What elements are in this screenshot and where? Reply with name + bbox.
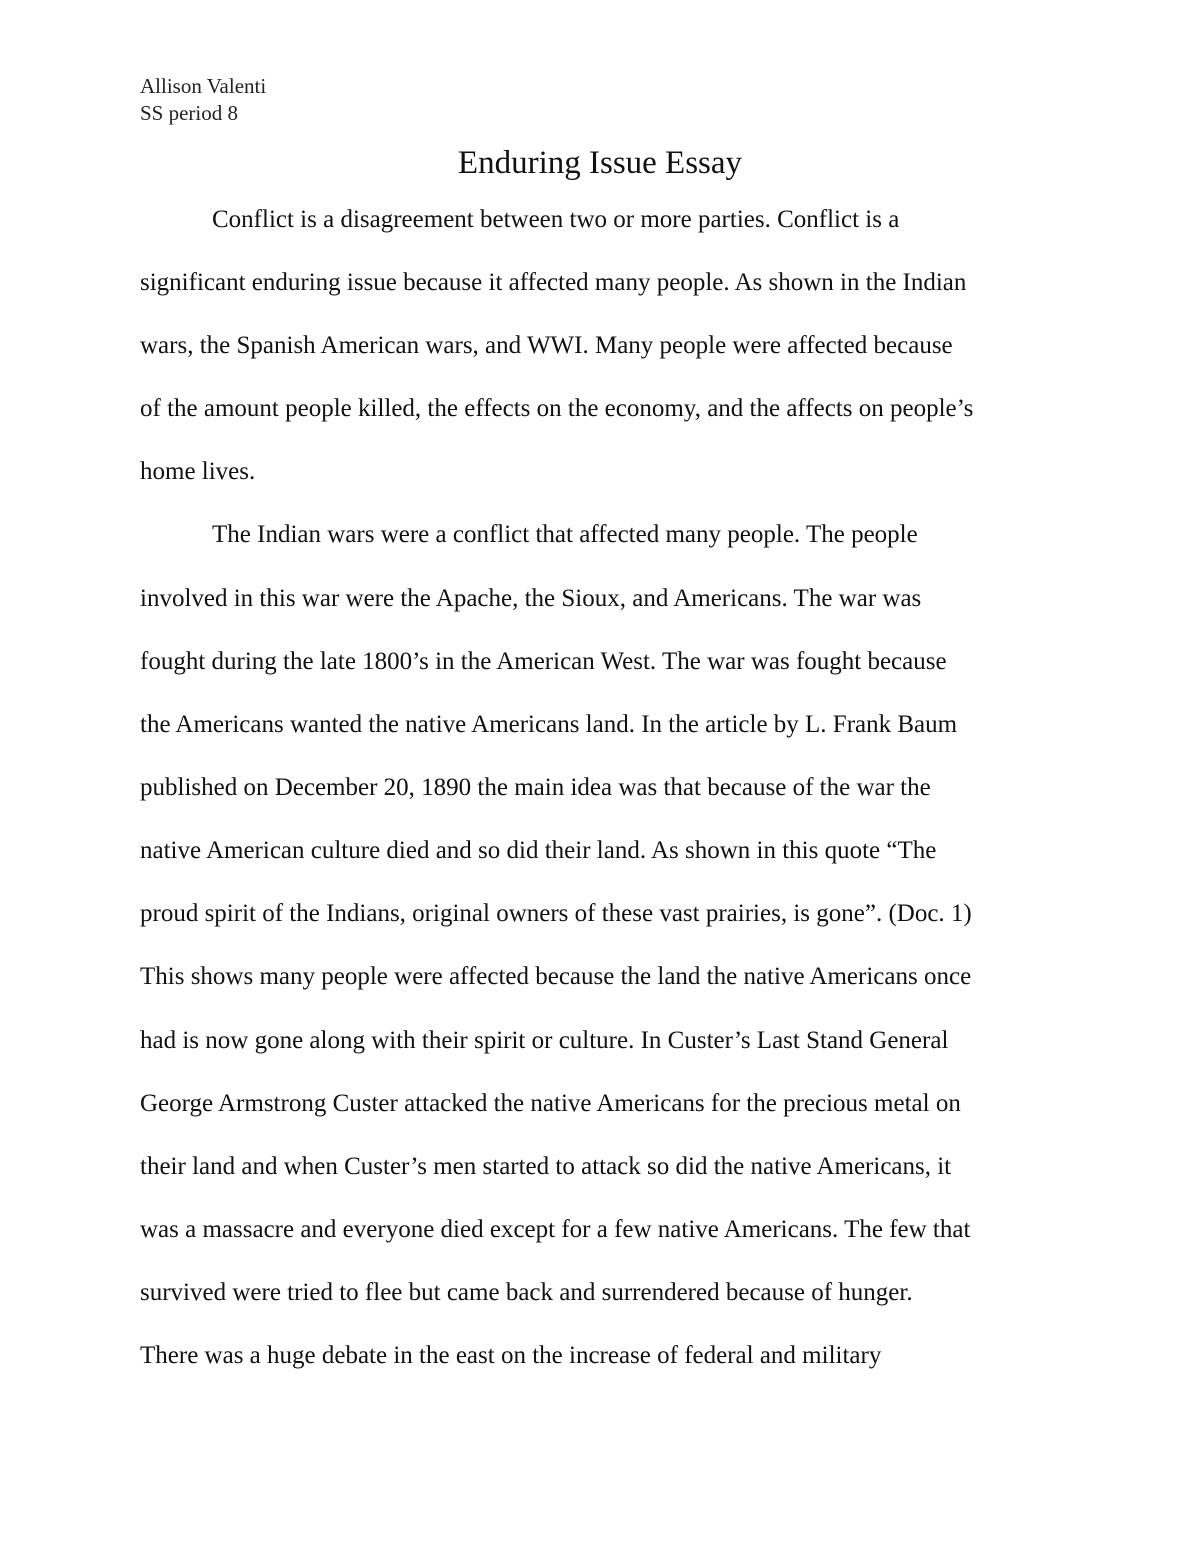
paragraph-2-line: George Armstrong Custer attacked the native Americans for the precious metal on	[140, 1090, 961, 1117]
class-period: SS period 8	[140, 101, 239, 125]
paragraph-2-line: published on December 20, 1890 the main idea was that because of the war the	[140, 774, 931, 801]
paragraph-1-line: significant enduring issue because it affected many people. As shown in the Indian	[140, 269, 967, 296]
paragraph-2-line: had is now gone along with their spirit or culture. In Custer’s Last Stand General	[140, 1027, 949, 1054]
paragraph-1-line: Conflict is a disagreement between two or more parties. Conflict is a	[212, 206, 900, 233]
paragraph-2-line: the Americans wanted the native Americans land. In the article by L. Frank Baum	[140, 711, 958, 738]
paragraph-2-line: fought during the late 1800’s in the American West. The war was fought because	[140, 648, 947, 675]
author-name: Allison Valenti	[140, 74, 267, 98]
essay-title: Enduring Issue Essay	[457, 145, 743, 181]
paragraph-2-line: was a massacre and everyone died except for a few native Americans. The few that	[140, 1216, 971, 1243]
paragraph-1-line: wars, the Spanish American wars, and WWI. Many people were affected because	[140, 332, 953, 359]
paragraph-2-line: involved in this war were the Apache, the Sioux, and Americans. The war was	[140, 585, 922, 612]
paragraph-2-line: survived were tried to flee but came back and surrendered because of hunger.	[140, 1279, 913, 1306]
paragraph-2-line: The Indian wars were a conflict that affected many people. The people	[212, 521, 918, 548]
paragraph-2-line: native American culture died and so did their land. As shown in this quote “The	[140, 837, 937, 864]
paragraph-1-line: home lives.	[140, 458, 256, 485]
paragraph-2-line: proud spirit of the Indians, original owners of these vast prairies, is gone”. (Doc. 1)	[140, 900, 972, 927]
paragraph-1-line: of the amount people killed, the effects on the economy, and the affects on people’s	[140, 395, 974, 422]
paragraph-2-line: There was a huge debate in the east on the increase of federal and military	[140, 1342, 882, 1369]
paragraph-2-line: their land and when Custer’s men started to attack so did the native Americans, it	[140, 1153, 952, 1180]
paragraph-2-line: This shows many people were affected because the land the native Americans once	[140, 963, 972, 990]
